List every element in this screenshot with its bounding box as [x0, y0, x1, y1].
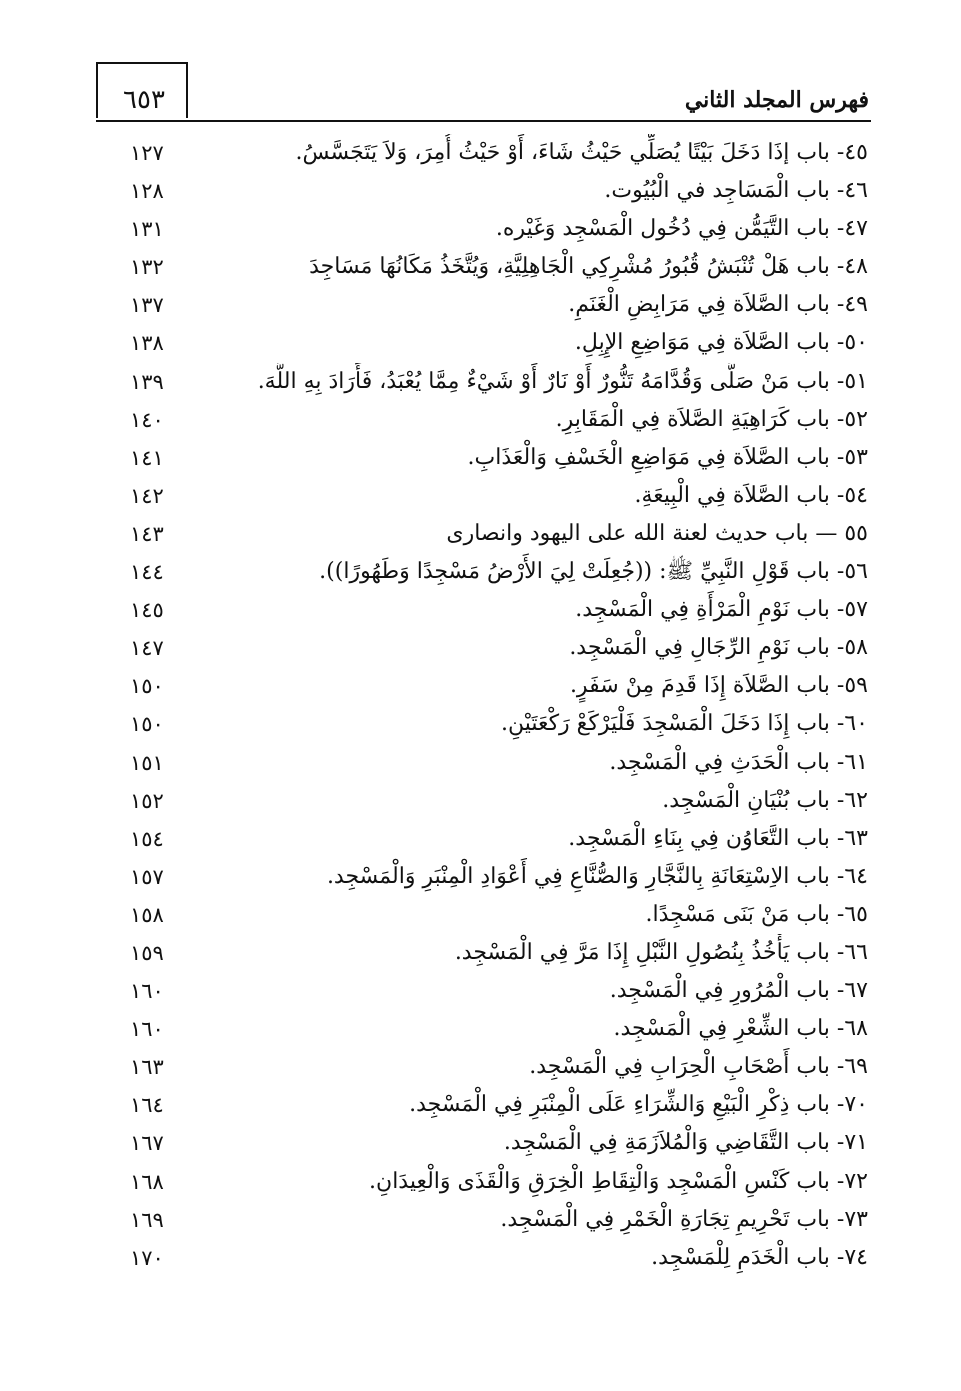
- entry-page-number: ١٥٨: [130, 902, 164, 927]
- index-entry: [100, 705, 868, 743]
- entry-title: ٦٣- باب التَّعَاوُن فِي بِنَاءِ الْمَسْجِد.: [568, 825, 868, 851]
- entry-title: ٤٥- باب إذَا دَخَلَ بَيْتًا يُصَلِّي حَيْثُ شَاءَ، أَوْ حَيْثُ أُمِرَ، وَلاَ يَتَجَسَّسُ.: [295, 140, 868, 165]
- entry-title: ٥١- باب مَنْ صَلَّى وَقُدَّامَهُ تَنُّورٌ أَوْ نَارٌ أَوْ شَيْءٌ مِمَّا يُعْبَدُ، فَأَرَادَ بِهِ اللَّهَ.: [257, 368, 868, 394]
- index-entry: [100, 134, 868, 172]
- entry-page-number: ١٥٠: [130, 674, 164, 699]
- index-entry: [100, 820, 868, 858]
- entry-page-number: ١٦٤: [130, 1093, 164, 1118]
- entry-title: ٦٥- باب مَنْ بَنَى مَسْجِدًا.: [645, 901, 868, 927]
- entry-title: ٤٧- باب التَّيَمُّن فِي دُخُول الْمَسْجِد وَغَيْره.: [495, 216, 868, 242]
- running-title: فهرس المجلد الثاني: [684, 87, 869, 113]
- page-number-box: [96, 62, 188, 118]
- entry-page-number: ١٤٠: [130, 407, 164, 432]
- entry-title: ٥٣- باب الصَّلاَة فِي مَوَاضِعِ الْخَسْفِ وَالْعَذَابِ.: [467, 444, 868, 470]
- entry-page-number: ١٣٢: [130, 255, 164, 280]
- index-entry: [100, 629, 868, 667]
- index-entry: [100, 667, 868, 705]
- entry-title: ٦٨- باب الشِّعْرِ فِي الْمَسْجِد.: [613, 1016, 868, 1042]
- index-entry: [100, 972, 868, 1010]
- entry-title: ٥٩- باب الصَّلاَة إِذَا قَدِمَ مِنْ سَفَرٍ.: [569, 673, 868, 699]
- entry-title: ٤٨- باب هَلْ تُنْبَشُ قُبُورُ مُشْرِكِي الْجَاهِلِيَّةِ، وَيُتَّخَذُ مَكَانُهَا مَسَاجِدَ: [309, 254, 868, 280]
- entry-title: ٤٩- باب الصَّلاَة فِي مَرَابِضِ الْغَنَمِ.: [568, 292, 868, 318]
- index-entry: [100, 248, 868, 286]
- entry-title: ٦١- باب الْحَدَثِ فِي الْمَسْجِد.: [609, 749, 868, 775]
- index-entry: [100, 363, 868, 401]
- entry-page-number: ١٦٧: [130, 1131, 164, 1156]
- entry-title: ٥٦- باب قَوْلِ النَّبِيِّ ﷺ: ((جُعِلَتْ لِيَ الأَرْضُ مَسْجِدًا وَطَهُورًا)).: [319, 559, 868, 585]
- entry-page-number: ١٤٣: [130, 521, 164, 546]
- index-entry: [100, 553, 868, 591]
- entry-title: ٥٤- باب الصَّلاَة فِي الْبِيعَةِ.: [634, 482, 868, 508]
- index-entry: [100, 401, 868, 439]
- index-entry: [100, 324, 868, 362]
- entry-page-number: ١٦٠: [130, 979, 164, 1004]
- entry-title: ٧٢- باب كَنْسِ الْمَسْجِد وَالْتِقَاطِ الْخِرَقِ وَالْقَذَى وَالْعِيدَانِ.: [369, 1168, 868, 1194]
- entry-title: ٥٧- باب نَوْمِ الْمَرْأَةِ فِي الْمَسْجِد.: [575, 597, 868, 623]
- entry-title: ٦٤- باب الاِسْتِعَانَةِ بِالنَّجَّارِ وَالصُّنَّاعِ فِي أَعْوَادِ الْمِنْبَرِ وَالْمَسْجِد.: [326, 863, 868, 889]
- entry-page-number: ١٦٠: [130, 1017, 164, 1042]
- index-entry: [100, 782, 868, 820]
- entry-title: ٦٢- باب بُنْيَانِ الْمَسْجِد.: [662, 787, 868, 813]
- entry-page-number: ١٥٧: [130, 864, 164, 889]
- entry-page-number: ١٥٢: [130, 788, 164, 813]
- header-divider: [96, 120, 871, 122]
- entry-page-number: ١٤٤: [130, 560, 164, 585]
- entry-page-number: ١٣٧: [130, 293, 164, 318]
- entry-title: ٦٧- باب الْمُرُورِ فِي الْمَسْجِد.: [609, 978, 868, 1004]
- index-entry: [100, 1048, 868, 1086]
- entry-title: ٤٦- باب الْمَسَاجِد في الْبُيُوت.: [604, 178, 868, 204]
- entry-title: ٧١- باب التَّقَاضِي وَالْمُلاَزَمَةِ فِي الْمَسْجِد.: [503, 1130, 868, 1156]
- entry-title: ٦٩- باب أَصْحَابِ الْحِرَابِ فِي الْمَسْجِد.: [529, 1054, 868, 1080]
- entry-title: ٥٥ — باب حديث لعنة الله على اليهود وانصارى: [446, 520, 868, 546]
- page-header: [96, 62, 869, 120]
- index-entry: [100, 172, 868, 210]
- entry-page-number: ١٥٠: [130, 712, 164, 737]
- entry-page-number: ١٣١: [130, 217, 164, 242]
- entry-page-number: ١٤٢: [130, 483, 164, 508]
- entry-page-number: ١٤٧: [130, 636, 164, 661]
- entry-title: ٧٠- باب ذِكْرِ الْبَيْعِ وَالشِّرَاءِ عَلَى الْمِنْبَرِ فِي الْمَسْجِد.: [409, 1092, 868, 1118]
- entry-title: ٦٠- باب إِذَا دَخَلَ الْمَسْجِدَ فَلْيَرْكَعْ رَكْعَتَيْنِ.: [500, 711, 868, 737]
- entry-title: ٥٠- باب الصَّلاَة فِي مَوَاضِعِ الإِبِلِ.: [574, 330, 868, 356]
- entry-title: ٧٤- باب الْخَدَمِ لِلْمَسْجِد.: [651, 1244, 868, 1270]
- entry-title: ٥٢- باب كَرَاهِيَةِ الصَّلاَة فِي الْمَقَابِرِ.: [555, 406, 868, 432]
- entry-page-number: ١٣٩: [130, 369, 164, 394]
- index-entry: [100, 1239, 868, 1277]
- index-entry: [100, 744, 868, 782]
- index-entry: [100, 515, 868, 553]
- entry-page-number: ١٦٣: [130, 1055, 164, 1080]
- index-entry: [100, 934, 868, 972]
- index-entry: [100, 439, 868, 477]
- entry-page-number: ١٢٨: [130, 179, 164, 204]
- index-entry: [100, 591, 868, 629]
- index-entry: [100, 858, 868, 896]
- entry-page-number: ١٧٠: [130, 1245, 164, 1270]
- entry-title: ٦٦- باب يَأْخُذُ بِنُصُولِ النَّبْلِ إِذَا مَرَّ فِي الْمَسْجِد.: [454, 939, 868, 965]
- index-entry: [100, 1086, 868, 1124]
- index-entry: [100, 1124, 868, 1162]
- index-entry: [100, 1163, 868, 1201]
- index-entry: [100, 1201, 868, 1239]
- index-entry: [100, 286, 868, 324]
- entry-title: ٥٨- باب نَوْمِ الرِّجَالِ فِي الْمَسْجِد.: [569, 635, 868, 661]
- index-entry: [100, 210, 868, 248]
- entry-page-number: ١٤٥: [130, 598, 164, 623]
- entry-page-number: ١٥١: [130, 750, 164, 775]
- entry-page-number: ١٥٤: [130, 826, 164, 851]
- entry-page-number: ١٤١: [130, 445, 164, 470]
- entry-page-number: ١٥٩: [130, 940, 164, 965]
- index-list: [100, 134, 868, 1277]
- index-entry: [100, 477, 868, 515]
- entry-page-number: ١٦٩: [130, 1207, 164, 1232]
- entry-page-number: ١٣٨: [130, 331, 164, 356]
- index-entry: [100, 1010, 868, 1048]
- entry-title: ٧٣- باب تَحْرِيمِ تِجَارَةِ الْخَمْرِ فِي الْمَسْجِد.: [500, 1206, 868, 1232]
- entry-page-number: ١٦٨: [130, 1169, 164, 1194]
- entry-page-number: ١٢٧: [130, 141, 164, 165]
- page-number: ٦٥٣: [123, 85, 165, 115]
- index-entry: [100, 896, 868, 934]
